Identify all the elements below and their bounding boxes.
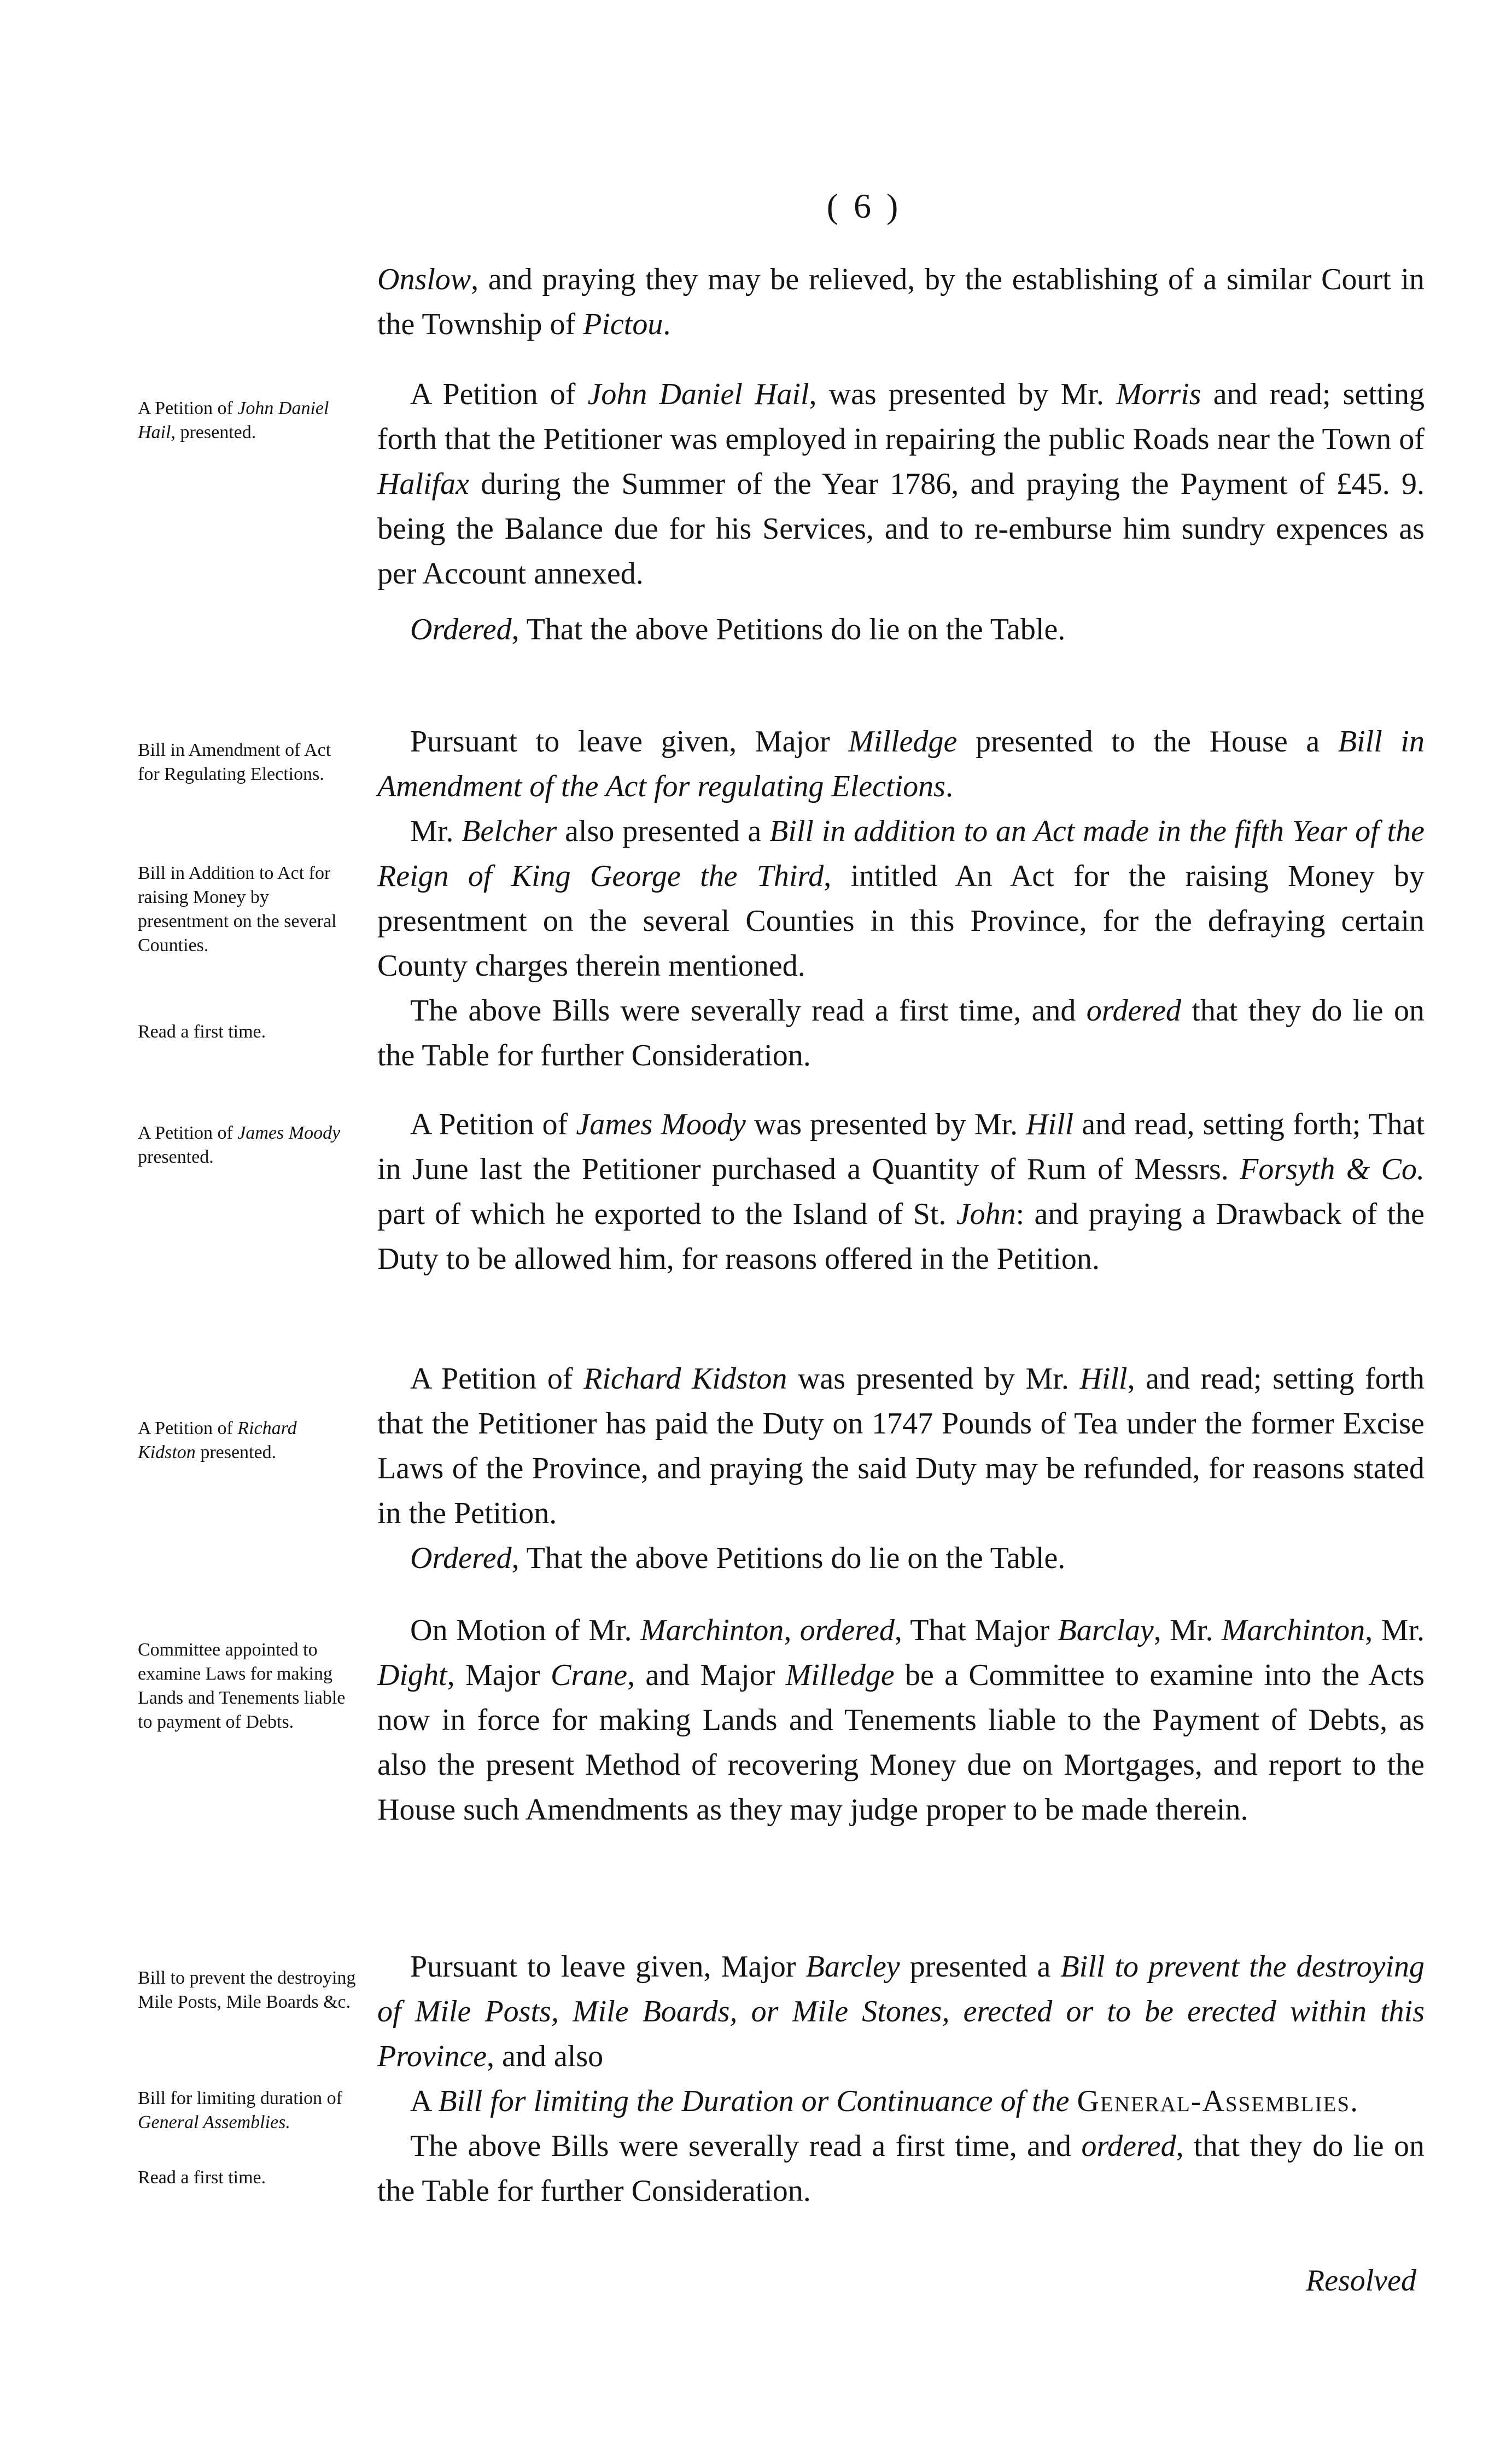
moody-petition-paragraph: A Petition of James Moody was presented by Mr. Hill and read, setting forth; That in June last the Petitioner purchased a Quantity of Rum of Messrs. Forsyth & Co. part of which he exported to the Island of St. John: and praying a Drawback of the Duty to be allowed him, for reasons offered in the Petition. xyxy=(377,1108,1425,1276)
margin-note-elections-bill: Bill in Amendment of Act for Regulating Elections. xyxy=(138,740,331,784)
kidston-petition-block xyxy=(377,1356,1425,1581)
hail-petition-paragraph: A Petition of John Daniel Hail, was presented by Mr. Morris and read; setting forth that the Petitioner was employed in repairing the public Roads near the Town of Halifax during the Summer of the Year 1786, and praying the Payment of £45. 9. being the Balance due for his Services, and to re-emburse him sundry expences as per Account annexed. xyxy=(377,377,1425,591)
ordered-paragraph-2: Ordered, That the above Petitions do lie on the Table. xyxy=(410,1541,1066,1575)
margin-note-read-first-2: Read a first time. xyxy=(138,2167,266,2188)
committee-block xyxy=(377,1608,1425,1832)
ordered-paragraph: Ordered, That the above Petitions do lie on the Table. xyxy=(410,613,1066,646)
committee-paragraph: On Motion of Mr. Marchinton, ordered, That Major Barclay, Mr. Marchinton, Mr. Dight, Major Crane, and Major Milledge be a Committee to examine into the Acts now in force for making Lands and Tenements liable to the Payment of Debts, as also the present Method of recovering Money due on Mortgages, and report to the House such Amendments as they may judge proper to be made therein. xyxy=(377,1613,1425,1827)
moody-petition-block xyxy=(377,1102,1425,1281)
margin-note-addition-bill: Bill in Addition to Act for raising Money by presentment on the several Counties. xyxy=(138,863,337,955)
catchword: Resolved xyxy=(1305,2264,1416,2298)
margin-note-duration-bill: Bill for limiting duration of General Assemblies. xyxy=(138,2088,342,2132)
continuation-paragraph: Onslow, and praying they may be relieved, by the establishing of a similar Court in the Township of Pictou. xyxy=(377,263,1425,341)
bills-block xyxy=(377,719,1425,1078)
hail-petition-block xyxy=(377,372,1425,652)
elections-bill-paragraph: Pursuant to leave given, Major Milledge presented to the House a Bill in Amendment of the Act for regulating Elections. xyxy=(377,725,1425,803)
page-number: ( 6 ) xyxy=(826,186,902,225)
addition-bill-paragraph: Mr. Belcher also presented a Bill in addition to an Act made in the fifth Year of the Reign of King George the Third, intitled An Act for the raising Money by presentment on the several Counties in this Province, for the defraying certain County charges therein mentioned. xyxy=(377,814,1425,983)
mile-posts-block xyxy=(377,1944,1425,2213)
margin-note-mile-posts: Bill to prevent the destroying Mile Posts, Mile Boards &c. xyxy=(138,1968,356,2012)
margin-note-kidston-petition: A Petition of Richard Kidston presented. xyxy=(138,1418,297,1462)
duration-bill-paragraph: A Bill for limiting the Duration or Continuance of the General-Assemblies. xyxy=(410,2084,1359,2118)
kidston-petition-paragraph: A Petition of Richard Kidston was presented by Mr. Hill, and read; setting forth that the Petitioner has paid the Duty on 1747 Pounds of Tea under the former Excise Laws of the Province, and praying the said Duty may be refunded, for reasons stated in the Petition. xyxy=(377,1362,1425,1530)
continuation-block xyxy=(377,257,1425,347)
margin-note-committee: Committee appointed to examine Laws for making Lands and Tenements liable to payment of Debts. xyxy=(138,1640,346,1732)
margin-note-read-first: Read a first time. xyxy=(138,1022,266,1042)
margin-note-moody-petition: A Petition of James Moody presented. xyxy=(138,1123,341,1167)
bills-read-paragraph-2: The above Bills were severally read a first time, and ordered, that they do lie on the Table for further Consideration. xyxy=(377,2129,1425,2208)
bills-read-paragraph: The above Bills were severally read a first time, and ordered that they do lie on the Table for further Consideration. xyxy=(377,994,1425,1073)
margin-note-hail-petition: A Petition of John Daniel Hail, presented. xyxy=(138,398,329,442)
mile-posts-paragraph: Pursuant to leave given, Major Barcley presented a Bill to prevent the destroying of Mile Posts, Mile Boards, or Mile Stones, erected or to be erected within this Province, and also xyxy=(377,1950,1425,2073)
